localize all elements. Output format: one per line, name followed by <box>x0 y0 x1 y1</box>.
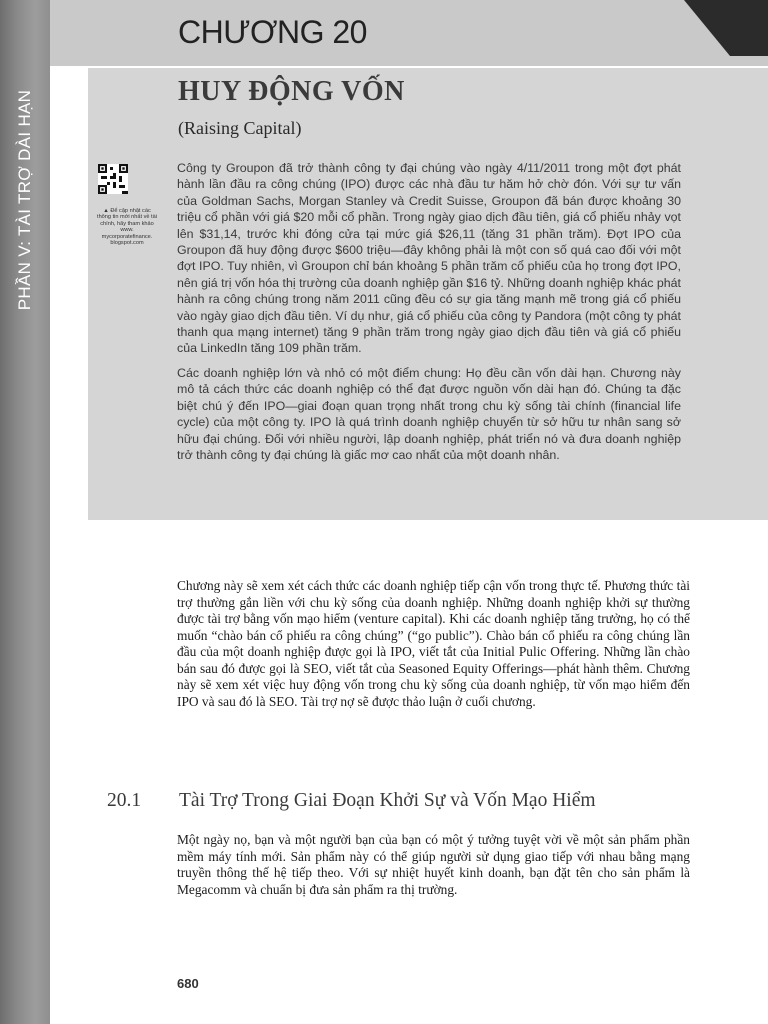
chapter-subtitle: (Raising Capital) <box>178 118 302 138</box>
intro-paragraph: Công ty Groupon đã trở thành công ty đại chúng vào ngày 4/11/2011 trong một đợt phát hành lần đầu ra công chúng (IPO) được các nhà đầu tư hăm hở chờ đón. Với sự tư vấn của Goldman Sachs, Morgan Stanley và Credit Suisse, Groupon đã bán được khoảng 30 triệu cổ phần với giá $20 mỗi cổ phần. Trong ngày giao dịch đầu tiên, giá cổ phiếu nhảy vọt lên $31,14, trước khi đóng cửa tại mức giá $26,11 (tăng 31 phần trăm). Đợt IPO của Groupon đã huy động được $600 triệu—đây không phải là một con số quá cao đối với một đợt IPO. Tuy nhiên, vì Groupon chỉ bán khoảng 5 phần trăm cổ phiếu của họ trong đợt IPO, nên giá trị vốn hóa thị trường của doanh nghiệp gần $16 tỷ. Những doanh nghiệp khác phát hành ra công chúng trong năm 2011 cũng đều có sự gia tăng mạnh mẽ trong giá cổ phiếu vào ngày giao dịch đầu tiên. Ví dụ như, giá cổ phiếu của công ty Pandora (một công ty phát thanh qua mạng internet) tăng 9 phần trăm trong ngày giao dịch đầu tiên và giá cổ phiếu của LinkedIn tăng 109 phần trăm. <box>177 161 681 356</box>
section-title: Tài Trợ Trong Giai Đoạn Khởi Sự và Vốn Mạo Hiểm <box>179 790 596 811</box>
chapter-main-title: HUY ĐỘNG VỐN <box>178 76 405 107</box>
part-sidebar <box>0 0 50 1024</box>
body-paragraph: Chương này sẽ xem xét cách thức các doanh nghiệp tiếp cận vốn trong thực tế. Phương thức tài trợ thường gắn liền với chu kỳ sống của doanh nghiệp. Những doanh nghiệp khởi sự thường được tài trợ bằng vốn mạo hiểm (venture capital). Khi các doanh nghiệp tăng trưởng, họ có thể muốn “chào bán cổ phiếu ra công chúng” (“go public”). Chào bán cổ phiếu ra công chúng lần đầu của một doanh nghiệp được gọi là IPO, viết tắt của Initial Pulic Offering. Những lần chào bán sau đó được gọi là SEO, viết tắt của Seasoned Equity Offerings—phát hành thêm. Chương này sẽ xem xét việc huy động vốn trong chu kỳ sống của doanh nghiệp, từ vốn mạo hiểm đến IPO và sau đó là SEO. Tài trợ nợ sẽ được thảo luận ở cuối chương. <box>177 578 690 709</box>
section-heading <box>107 790 596 812</box>
qr-note: ▲ Để cập nhật các thông tin mới nhất về tài chính, hãy tham khảo www. mycorporatefinance. blogspot.com <box>97 208 157 247</box>
chapter-header <box>50 0 768 66</box>
corner-triangle <box>684 0 730 56</box>
corner-decoration <box>730 0 768 56</box>
chapter-title: CHƯƠNG 20 <box>178 14 367 50</box>
qr-code-icon <box>98 164 128 194</box>
section-paragraph: Một ngày nọ, bạn và một người bạn của bạn có một ý tưởng tuyệt vời về một sản phẩm phần mềm máy tính mới. Sản phẩm này có thể giúp người sử dụng giao tiếp với nhau bằng mạng truyền thông thế hệ tiếp theo. Với sự nhiệt huyết kinh doanh, bạn đặt tên cho sản phẩm là Megacomm và chuẩn bị đưa sản phẩm ra thị trường. <box>177 832 690 897</box>
section-number: 20.1 <box>107 790 142 811</box>
chapter-intro-box <box>88 68 768 520</box>
intro-paragraph: Các doanh nghiệp lớn và nhỏ có một điểm chung: Họ đều cần vốn dài hạn. Chương này mô tả cách thức các doanh nghiệp có thể đạt được nguồn vốn dài hạn đó. Chúng ta đặc biệt chú ý đến IPO—giai đoạn quan trọng nhất trong chu kỳ sống tài chính (financial life cycle) của một công ty. IPO là quá trình doanh nghiệp chuyển từ sở hữu tư nhân sang sở hữu đại chúng. Đối với nhiều người, lập doanh nghiệp, phát triển nó và đưa doanh nghiệp trở thành công ty đại chúng là giấc mơ cao nhất của một doanh nhân. <box>177 365 681 462</box>
intro-text <box>177 160 681 471</box>
page-number: 680 <box>177 976 199 991</box>
part-label: PHẦN V: TÀI TRỢ DÀI HẠN <box>15 89 34 311</box>
